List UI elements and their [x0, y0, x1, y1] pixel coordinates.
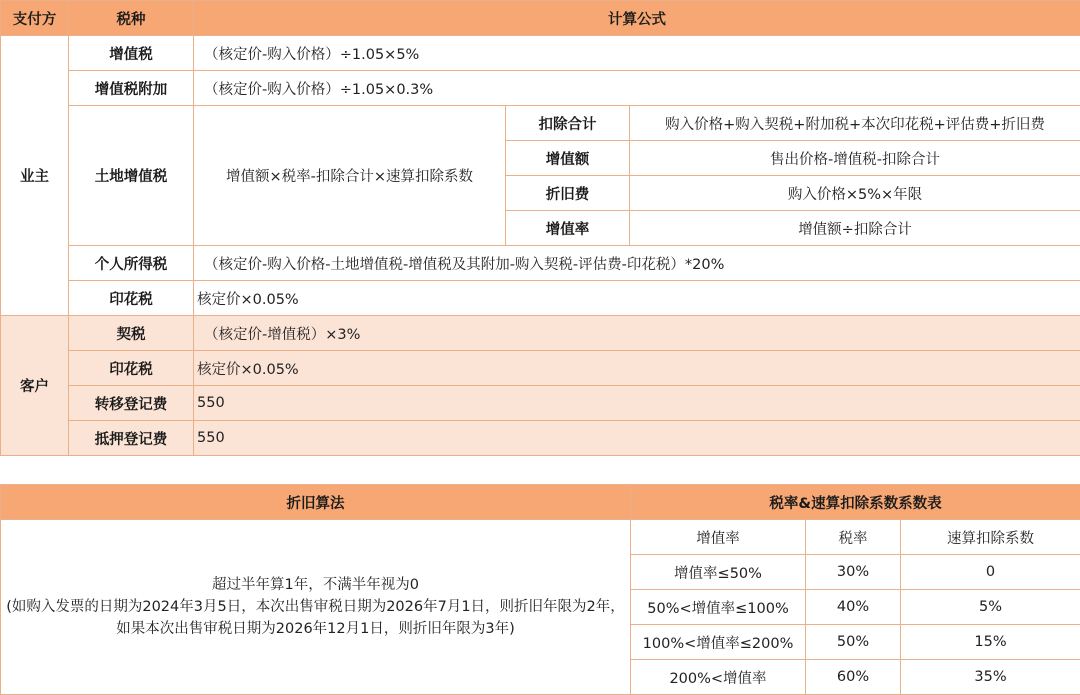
rate-col-header: 税率: [806, 520, 901, 555]
land-vat-sub-formula: 购入价格×5%×年限: [630, 176, 1080, 211]
rate-cell: 50%: [806, 625, 901, 660]
land-vat-sub-name: 扣除合计: [506, 106, 630, 141]
rate-cell: 60%: [806, 660, 901, 695]
header-payer: 支付方: [1, 1, 69, 36]
tax-name-vat-surcharge: 增值税附加: [69, 71, 194, 106]
rate-cell: 15%: [901, 625, 1080, 660]
formula-owner-stamp: 核定价×0.05%: [194, 281, 1080, 316]
formula-customer-stamp: 核定价×0.05%: [194, 351, 1080, 386]
depreciation-rate-table: [0, 484, 1080, 695]
tax-name-land-vat: 土地增值税: [69, 106, 194, 246]
rate-table-title: 税率&速算扣除系数系数表: [631, 485, 1080, 520]
tax-name-transfer-fee: 转移登记费: [69, 386, 194, 421]
depreciation-example: (如购入发票的日期为2024年3月5日，本次出售审税日期为2026年7月1日，则折旧年限为2年，如果本次出售审税日期为2026年12月1日，则折旧年限为3年): [5, 596, 626, 640]
tax-name-mortgage-fee: 抵押登记费: [69, 421, 194, 456]
tax-name-owner-stamp: 印花税: [69, 281, 194, 316]
header-tax-type: 税种: [69, 1, 194, 36]
payer-customer: 客户: [1, 316, 69, 456]
payer-owner: 业主: [1, 36, 69, 316]
land-vat-sub-name: 增值额: [506, 141, 630, 176]
land-vat-sub-formula: 增值额÷扣除合计: [630, 211, 1080, 246]
rate-cell: 0: [901, 555, 1080, 590]
land-vat-sub-name: 增值率: [506, 211, 630, 246]
formula-income-tax: （核定价-购入价格-土地增值税-增值税及其附加-购入契税-评估费-印花税）*20%: [194, 246, 1080, 281]
rate-cell: 40%: [806, 590, 901, 625]
rate-cell: 100%<增值率≤200%: [631, 625, 806, 660]
rate-cell: 35%: [901, 660, 1080, 695]
tax-name-vat: 增值税: [69, 36, 194, 71]
tax-name-customer-stamp: 印花税: [69, 351, 194, 386]
rate-cell: 30%: [806, 555, 901, 590]
rate-cell: 50%<增值率≤100%: [631, 590, 806, 625]
rate-col-header: 速算扣除系数: [901, 520, 1080, 555]
tax-name-income-tax: 个人所得税: [69, 246, 194, 281]
rate-col-header: 增值率: [631, 520, 806, 555]
tax-name-deed-tax: 契税: [69, 316, 194, 351]
formula-vat-surcharge: （核定价-购入价格）÷1.05×0.3%: [194, 71, 1080, 106]
rate-cell: 200%<增值率: [631, 660, 806, 695]
depreciation-description: [1, 520, 631, 695]
rate-cell: 5%: [901, 590, 1080, 625]
formula-land-vat: 增值额×税率-扣除合计×速算扣除系数: [194, 106, 506, 246]
depreciation-rule: 超过半年算1年，不满半年视为0: [5, 574, 626, 596]
formula-transfer-fee: 550: [194, 386, 1080, 421]
land-vat-sub-name: 折旧费: [506, 176, 630, 211]
land-vat-sub-formula: 售出价格-增值税-扣除合计: [630, 141, 1080, 176]
land-vat-sub-formula: 购入价格+购入契税+附加税+本次印花税+评估费+折旧费: [630, 106, 1080, 141]
formula-deed-tax: （核定价-增值税）×3%: [194, 316, 1080, 351]
formula-vat: （核定价-购入价格）÷1.05×5%: [194, 36, 1080, 71]
rate-cell: 增值率≤50%: [631, 555, 806, 590]
header-formula: 计算公式: [194, 1, 1080, 36]
formula-mortgage-fee: 550: [194, 421, 1080, 456]
depreciation-title: 折旧算法: [1, 485, 631, 520]
